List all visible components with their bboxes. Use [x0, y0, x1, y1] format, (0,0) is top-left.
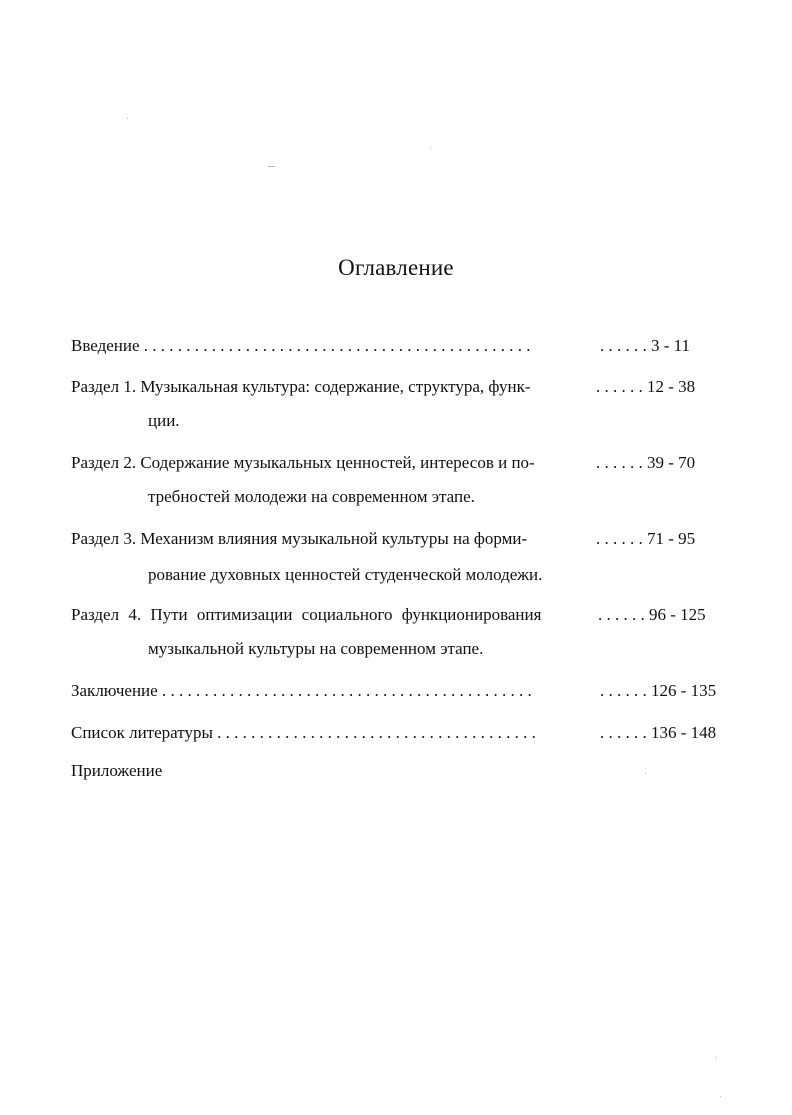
toc-entry-intro: Введение . . . . . . . . . . . . . . . . . . . . . . . . . . . . . . . . . . . . . . . . . . . . . .: [71, 336, 531, 355]
toc-entry-section-4: Раздел 4. Пути оптимизации социального функционирования: [71, 605, 542, 624]
toc-pages-intro: . . . . . . 3 - 11: [600, 336, 691, 355]
scan-speck: [430, 148, 431, 149]
toc-pages-conclusion: . . . . . . 126 - 135: [600, 681, 717, 700]
scan-speck: [716, 1057, 717, 1058]
scan-speck: [268, 166, 275, 167]
toc-entry-bibliography: Список литературы . . . . . . . . . . . . . . . . . . . . . . . . . . . . . . . . . . . . . .: [71, 723, 536, 742]
toc-entry-conclusion: Заключение . . . . . . . . . . . . . . . . . . . . . . . . . . . . . . . . . . . . . . . . . . . .: [71, 681, 532, 700]
toc-pages-section-2: . . . . . . 39 - 70: [596, 453, 696, 472]
scan-speck: [127, 118, 128, 119]
toc-entry-section-2-cont: требностей молодежи на современном этапе.: [148, 487, 475, 506]
toc-entry-section-4-cont: музыкальной культуры на современном этапе.: [148, 639, 484, 658]
toc-entry-appendix: Приложение: [71, 761, 163, 780]
toc-pages-section-1: . . . . . . 12 - 38: [596, 377, 696, 396]
toc-pages-section-3: . . . . . . 71 - 95: [596, 529, 696, 548]
toc-pages-bibliography: . . . . . . 136 - 148: [600, 723, 717, 742]
toc-entry-section-3: Раздел 3. Механизм влияния музыкальной культуры на форми-: [71, 529, 528, 548]
toc-entry-section-2: Раздел 2. Содержание музыкальных ценностей, интересов и по-: [71, 453, 535, 472]
toc-entry-section-3-cont: рование духовных ценностей студенческой молодежи.: [148, 565, 543, 584]
toc-entry-section-1-cont: ции.: [148, 411, 180, 430]
toc-pages-section-4: . . . . . . 96 - 125: [598, 605, 706, 624]
scan-speck: [645, 773, 646, 774]
page-title: Оглавление: [338, 255, 454, 280]
scan-speck: [720, 1096, 721, 1097]
toc-entry-section-1: Раздел 1. Музыкальная культура: содержание, структура, функ-: [71, 377, 531, 396]
